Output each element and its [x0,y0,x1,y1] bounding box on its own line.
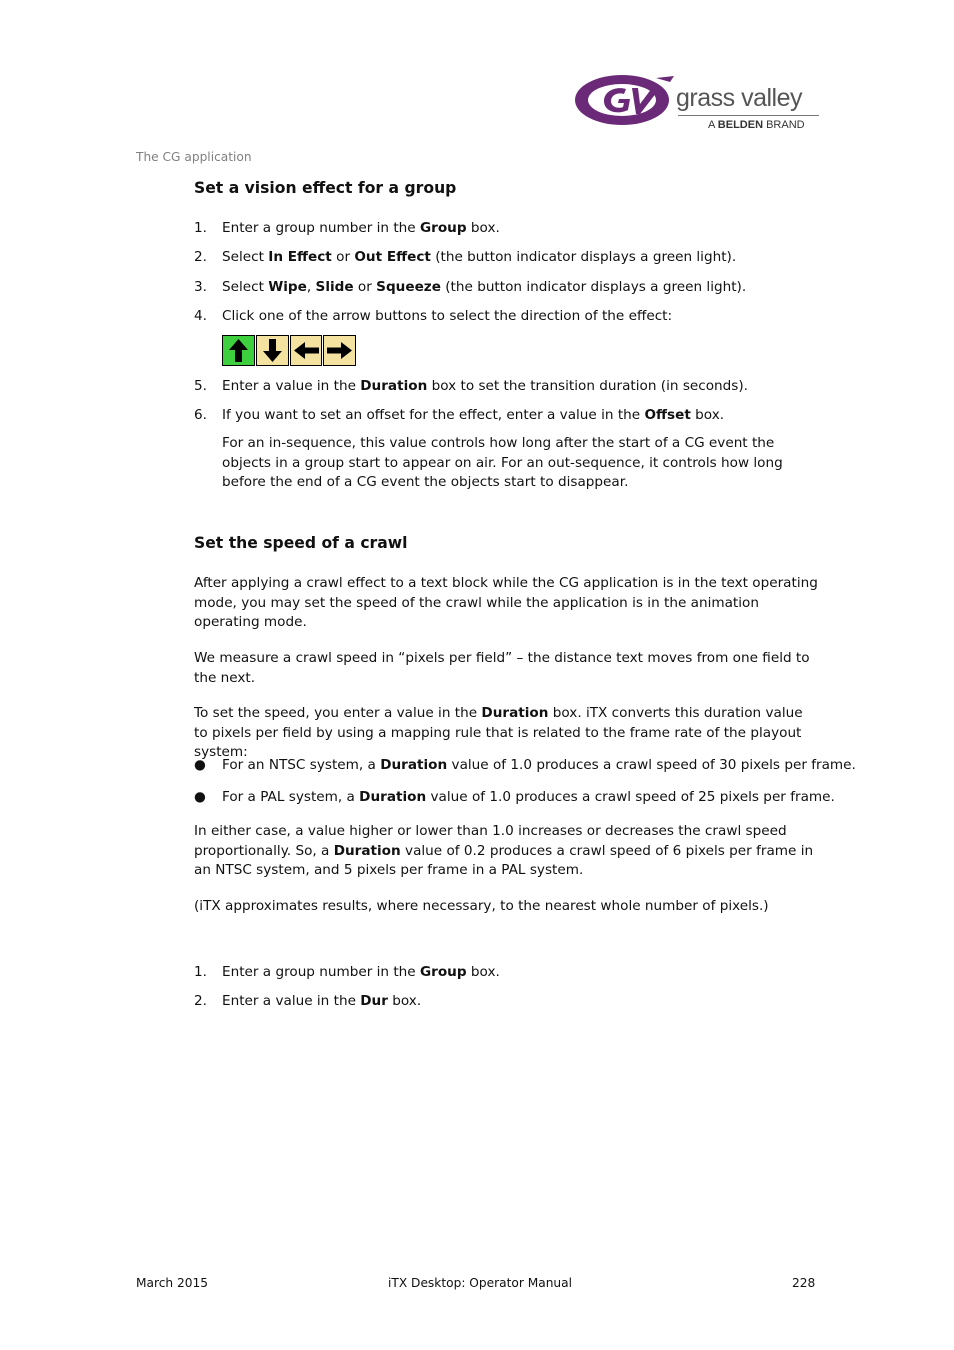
arrow-up-button[interactable] [222,335,255,366]
brand-tagline: A BELDEN BRAND [708,119,805,131]
paragraph: In either case, a value higher or lower than 1.0 increases or decreases the crawl speed proportionally. So, a Duration value of 0.2 produces a crawl speed of 6 pixels per frame in an NTSC system, and 5 pixels per frame in a PAL system. [194,823,814,879]
bullet-dot: ● [194,757,206,773]
grass-valley-logo [574,72,820,134]
arrow-left-button[interactable] [290,335,323,366]
brand-name: grass valley [676,84,802,112]
gv-logo-mark-icon [574,72,678,130]
section-title-crawl-speed: Set the speed of a crawl [194,534,408,552]
arrow-down-button[interactable] [256,335,289,366]
direction-arrow-buttons [222,335,357,368]
paragraph: We measure a crawl speed in “pixels per field” – the distance text moves from one field to the next. [194,650,810,686]
footer-date: March 2015 [136,1276,209,1290]
brand-rule [678,115,819,116]
offset-note: For an in-sequence, this value controls how long after the start of a CG event the objects in a group start to appear on air. For an out-sequence, it controls how long before the end of a CG event the objects start to disappear. [222,435,783,491]
page-number: 228 [792,1276,816,1290]
arrow-up-icon [224,337,253,364]
paragraph: To set the speed, you enter a value in the Duration box. iTX converts this duration value to pixels per field by using a mapping rule that is related to the frame rate of the playout system: [194,705,803,761]
bullet-dot: ● [194,789,206,805]
paragraph: (iTX approximates results, where necessary, to the nearest whole number of pixels.) [194,898,769,914]
section-title-vision-effect: Set a vision effect for a group [194,179,457,197]
arrow-left-icon [292,337,321,364]
footer-title: iTX Desktop: Operator Manual [388,1276,573,1290]
arrow-right-button[interactable] [323,335,356,366]
paragraph: After applying a crawl effect to a text block while the CG application is in the text operating mode, you may set the speed of the crawl while the application is in the animation operating mode. [194,575,818,631]
arrow-right-icon [325,337,354,364]
arrow-down-icon [258,337,287,364]
running-head: The CG application [136,150,252,164]
